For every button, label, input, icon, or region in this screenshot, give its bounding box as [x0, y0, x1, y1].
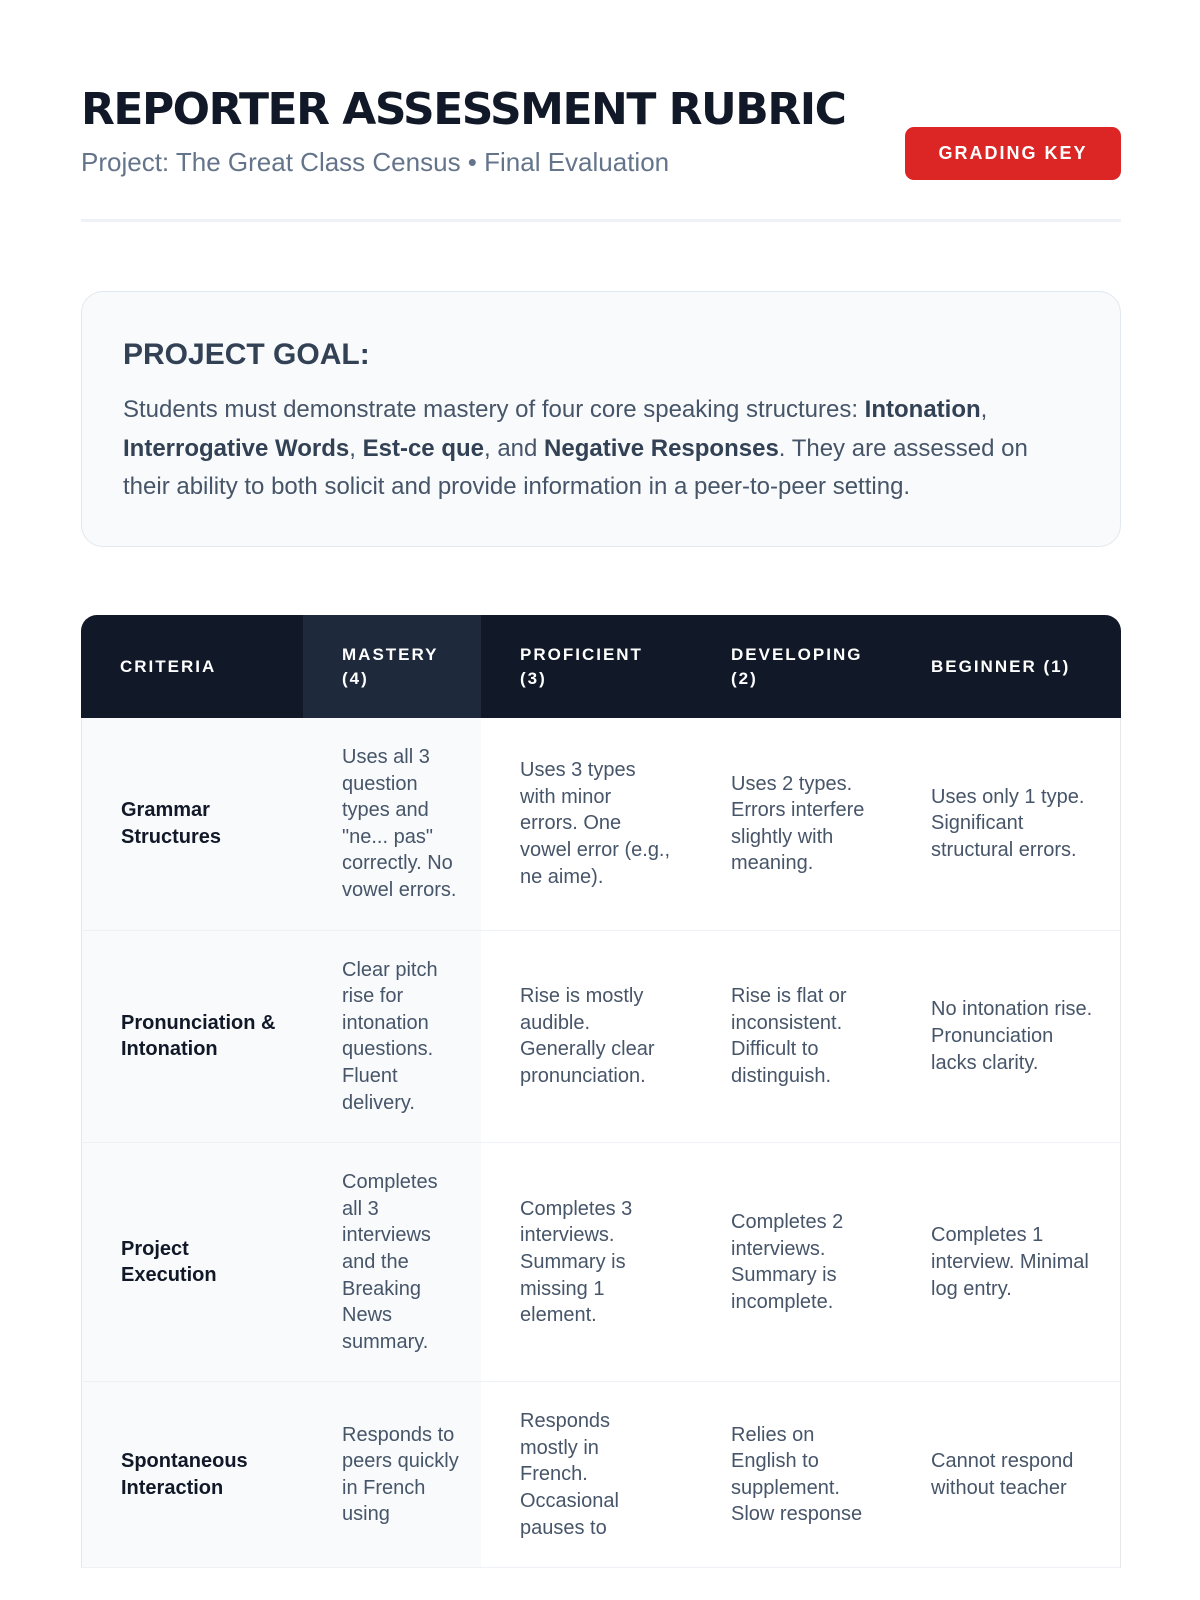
- beginner-cell: No intonation rise. Pronunciation lacks clarity.: [892, 931, 1121, 1144]
- developing-cell: Uses 2 types. Errors interfere slightly with meaning.: [692, 718, 892, 931]
- header-proficient: PROFICIENT (3): [481, 615, 692, 718]
- page-title: REPORTER ASSESSMENT RUBRIC: [81, 84, 846, 135]
- table-row: [81, 718, 1121, 931]
- project-goal-text: Students must demonstrate mastery of four core speaking structures: Intonation, Interrogative Words, Est-ce que, and Negative Responses. They are assessed on their ability to both solicit and provide information in a peer-to-peer setting.: [123, 396, 1028, 500]
- mastery-cell: Completes all 3 interviews and the Breaking News summary.: [303, 1143, 481, 1382]
- structure-interrogative-words: Interrogative Words: [123, 434, 350, 462]
- structure-negative-responses: Negative Responses: [544, 434, 779, 462]
- page-header: [81, 0, 1121, 222]
- criteria-cell: Project Execution: [81, 1143, 303, 1382]
- developing-cell: Relies on English to supplement. Slow response: [692, 1382, 892, 1568]
- rubric-page: [81, 0, 1121, 1539]
- developing-cell: Rise is flat or inconsistent. Difficult to distinguish.: [692, 931, 892, 1144]
- beginner-cell: Cannot respond without teacher: [892, 1382, 1121, 1568]
- structure-intonation: Intonation: [864, 396, 981, 423]
- project-goal-heading: PROJECT GOAL:: [123, 338, 370, 371]
- proficient-cell: Rise is mostly audible. Generally clear pronunciation.: [481, 931, 692, 1144]
- header-mastery: MASTERY (4): [303, 615, 481, 718]
- developing-cell: Completes 2 interviews. Summary is incomplete.: [692, 1143, 892, 1382]
- mastery-cell: Uses all 3 question types and "ne... pas" correctly. No vowel errors.: [303, 718, 481, 931]
- proficient-cell: Responds mostly in French. Occasional pauses to: [481, 1382, 692, 1568]
- grading-key-badge[interactable]: GRADING KEY: [905, 127, 1121, 180]
- mastery-cell: Responds to peers quickly in French using: [303, 1382, 481, 1568]
- criteria-cell: Grammar Structures: [81, 718, 303, 931]
- table-row: [81, 1143, 1121, 1382]
- criteria-cell: Spontaneous Interaction: [81, 1382, 303, 1568]
- proficient-cell: Uses 3 types with minor errors. One vowel error (e.g., ne aime).: [481, 718, 692, 931]
- header-criteria: CRITERIA: [81, 615, 303, 718]
- header-developing: DEVELOPING (2): [692, 615, 892, 718]
- table-header-row: [81, 615, 1121, 718]
- project-goal-card: [81, 291, 1121, 547]
- criteria-cell: Pronunciation & Intonation: [81, 931, 303, 1144]
- table-row: [81, 931, 1121, 1144]
- table-row: [81, 1382, 1121, 1568]
- page-subtitle: Project: The Great Class Census • Final Evaluation: [81, 147, 670, 177]
- beginner-cell: Completes 1 interview. Minimal log entry.: [892, 1143, 1121, 1382]
- mastery-cell: Clear pitch rise for intonation questions. Fluent delivery.: [303, 931, 481, 1144]
- header-beginner: BEGINNER (1): [892, 615, 1121, 718]
- proficient-cell: Completes 3 interviews. Summary is missing 1 element.: [481, 1143, 692, 1382]
- beginner-cell: Uses only 1 type. Significant structural errors.: [892, 718, 1121, 931]
- rubric-table: [81, 615, 1121, 1568]
- structure-est-ce-que: Est-ce que: [362, 434, 484, 462]
